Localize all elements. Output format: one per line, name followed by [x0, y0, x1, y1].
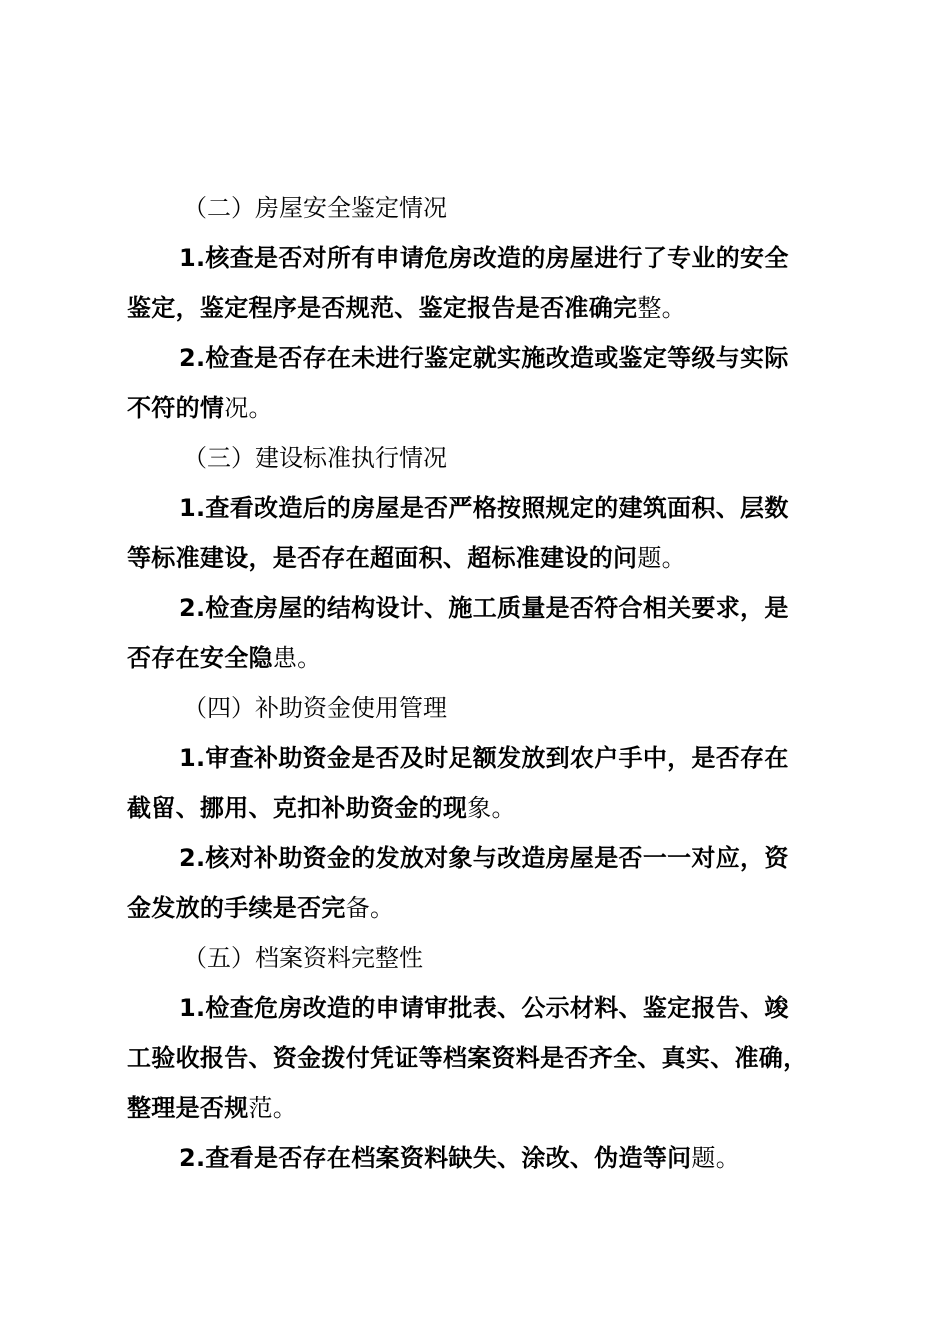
item-text: 等标准建设，是否存在超面积、超标准建设的问: [127, 544, 638, 572]
item-line-last: [127, 533, 833, 583]
item-line-last: [127, 783, 833, 833]
item-line-last: [127, 383, 833, 433]
item-line-last: [127, 1133, 833, 1183]
item-tail: 题。: [637, 544, 686, 572]
item-text: 整理是否规: [127, 1094, 249, 1122]
section-heading-5: （五）档案资料完整性: [183, 944, 423, 972]
section-heading-2: （二）房屋安全鉴定情况: [183, 194, 447, 222]
item-tail: 象。: [467, 794, 516, 822]
item-tail: 备。: [345, 894, 395, 922]
item-line-last: [127, 633, 833, 683]
item-line: 1.审查补助资金是否及时足额发放到农户手中，是否存在: [179, 744, 789, 772]
item-text: 否存在安全隐: [127, 644, 273, 672]
item-line: 工验收报告、资金拨付凭证等档案资料是否齐全、真实、准确，: [127, 1044, 808, 1072]
item-line: 2.检查房屋的结构设计、施工质量是否符合相关要求，是: [179, 594, 789, 622]
item-text: 鉴定，鉴定程序是否规范、鉴定报告是否准确完: [127, 294, 638, 322]
item-text: 截留、挪用、克扣补助资金的现: [127, 794, 468, 822]
item-text: 2.查看是否存在档案资料缺失、涂改、伪造等问: [179, 1144, 692, 1172]
item-line: 2.检查是否存在未进行鉴定就实施改造或鉴定等级与实际: [179, 344, 789, 372]
item-line: 1.查看改造后的房屋是否严格按照规定的建筑面积、层数: [179, 494, 789, 522]
item-text: 金发放的手续是否完: [127, 894, 346, 922]
section-heading-4: （四）补助资金使用管理: [183, 694, 447, 722]
item-line-last: [127, 283, 833, 333]
item-tail: 整。: [637, 294, 686, 322]
document-body: [127, 183, 833, 1183]
item-line: 1.检查危房改造的申请审批表、公示材料、鉴定报告、竣: [179, 994, 789, 1022]
section-heading-3: （三）建设标准执行情况: [183, 444, 447, 472]
item-tail: 患。: [272, 644, 322, 672]
item-tail: 况。: [224, 394, 273, 422]
item-tail: 题。: [691, 1144, 741, 1172]
item-tail: 范。: [248, 1094, 298, 1122]
item-line: 1.核查是否对所有申请危房改造的房屋进行了专业的安全: [179, 244, 789, 272]
item-line-last: [127, 883, 833, 933]
item-line: 2.核对补助资金的发放对象与改造房屋是否一一对应，资: [179, 844, 789, 872]
item-text: 不符的情: [127, 394, 225, 422]
item-line-last: [127, 1083, 833, 1133]
